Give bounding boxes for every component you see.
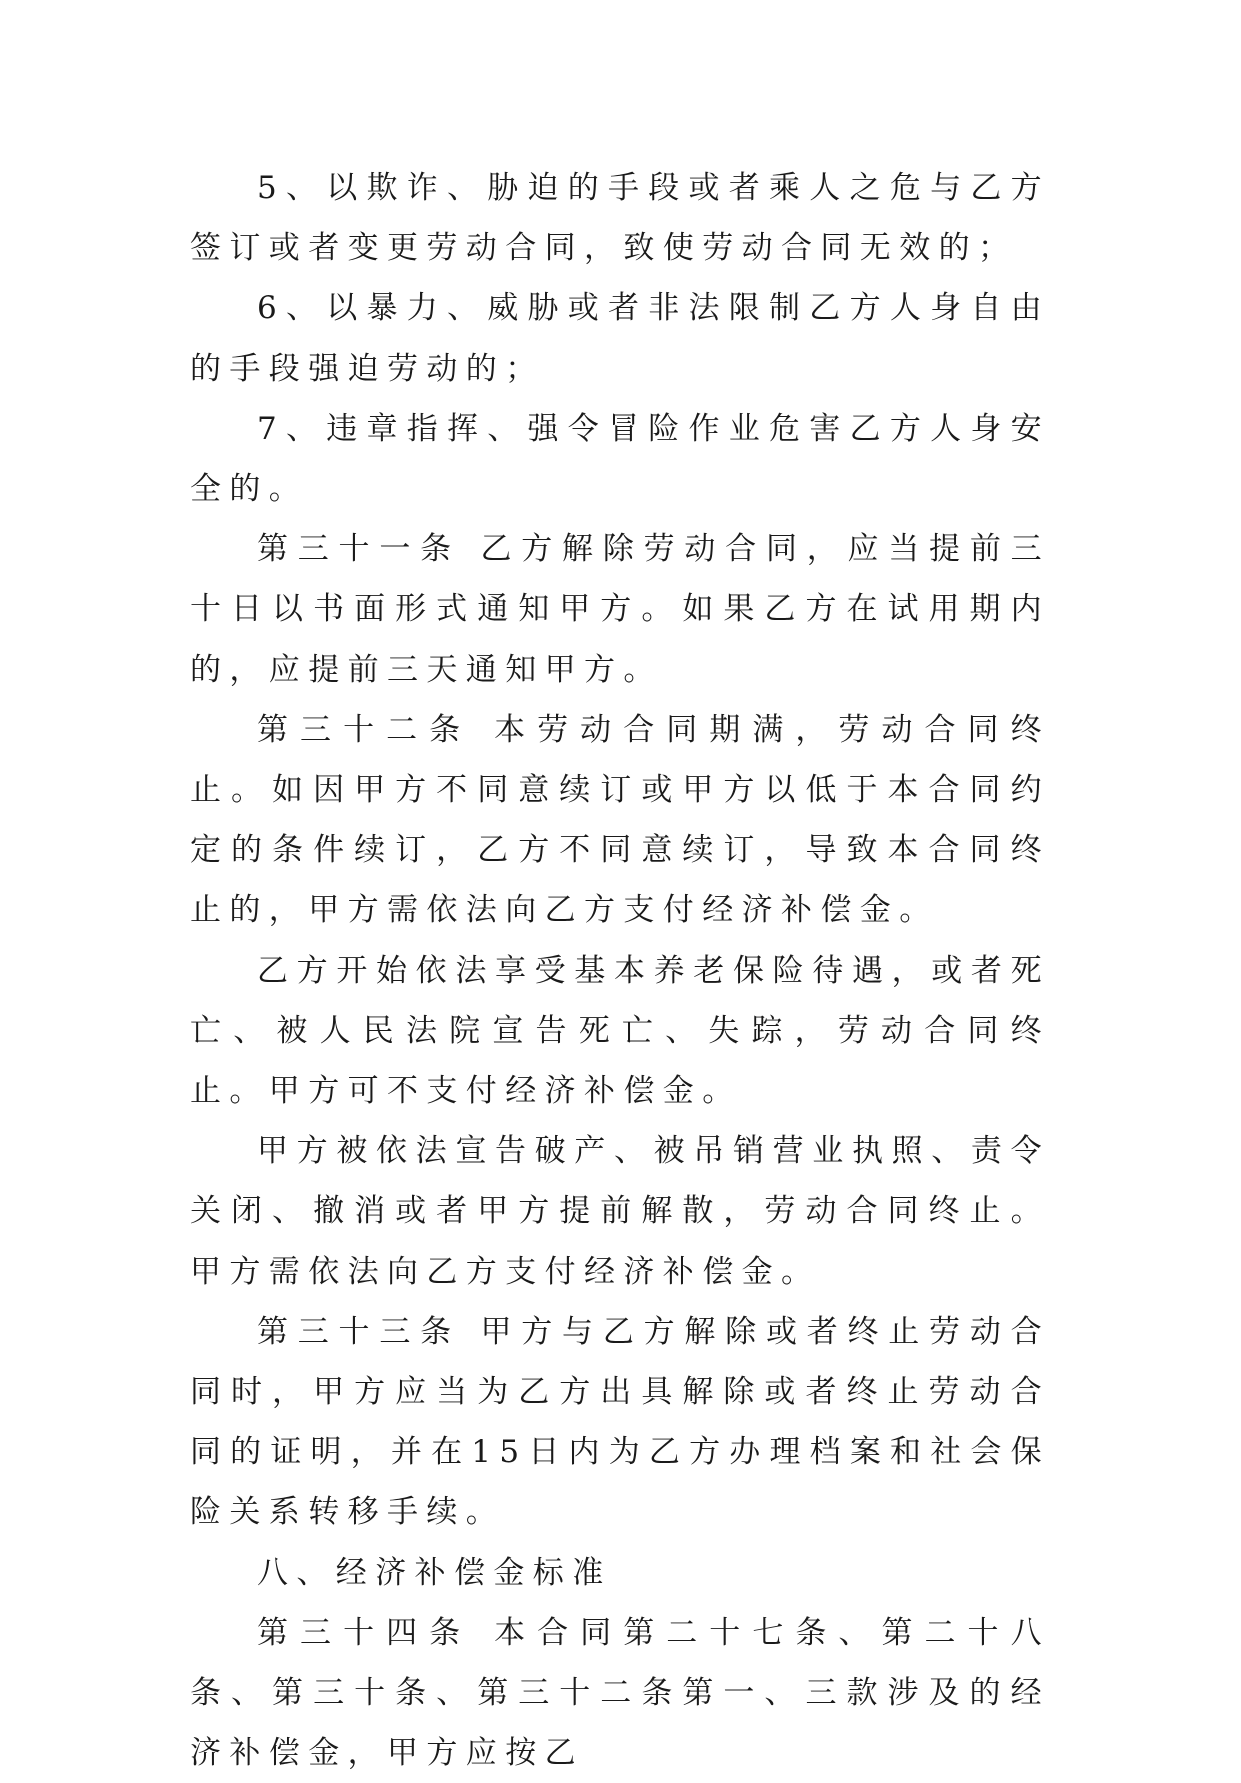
- article-32-paragraph: 第三十二条 本劳动合同期满，劳动合同终止。如因甲方不同意续订或甲方以低于本合同约定的条件续订，乙方不同意续订，导致本合同终止的，甲方需依法向乙方支付经济补偿金。: [190, 711, 1050, 929]
- clause-7-paragraph: 7、违章指挥、强令冒险作业危害乙方人身安全的。: [190, 410, 1050, 508]
- article-31-paragraph: 第三十一条 乙方解除劳动合同，应当提前三十日以书面形式通知甲方。如果乙方在试用期内的，应提前三天通知甲方。: [190, 531, 1050, 688]
- document-body: [190, 158, 1050, 1783]
- article-33-paragraph: 第三十三条 甲方与乙方解除或者终止劳动合同时，甲方应当为乙方出具解除或者终止劳动合同的证明，并在15日内为乙方办理档案和社会保险关系转移手续。: [190, 1313, 1050, 1531]
- clause-6-paragraph: 6、以暴力、威胁或者非法限制乙方人身自由的手段强迫劳动的；: [190, 290, 1050, 387]
- article-34-paragraph: 第三十四条 本合同第二十七条、第二十八条、第三十条、第三十二条第一、三款涉及的经济补偿金，甲方应按乙: [190, 1614, 1050, 1772]
- clause-5-paragraph: 5、以欺诈、胁迫的手段或者乘人之危与乙方签订或者变更劳动合同，致使劳动合同无效的；: [190, 170, 1050, 267]
- article-32-pension-paragraph: 乙方开始依法享受基本养老保险待遇，或者死亡、被人民法院宣告死亡、失踪，劳动合同终止。甲方可不支付经济补偿金。: [190, 952, 1050, 1110]
- section-8-heading: 八、经济补偿金标准: [257, 1554, 612, 1591]
- article-32-bankruptcy-paragraph: 甲方被依法宣告破产、被吊销营业执照、责令关闭、撤消或者甲方提前解散，劳动合同终止。甲方需依法向乙方支付经济补偿金。: [190, 1133, 1050, 1290]
